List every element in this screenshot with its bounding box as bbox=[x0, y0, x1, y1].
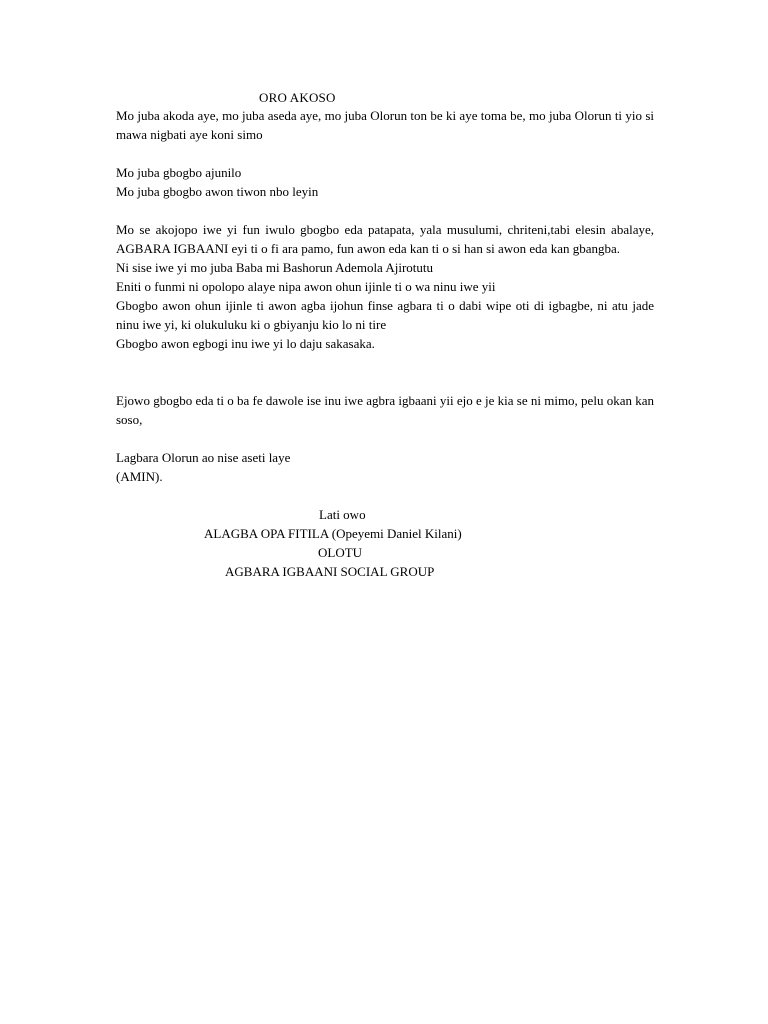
paragraph-homage-line: Mo juba gbogbo ajunilo bbox=[116, 165, 242, 180]
signature-role: OLOTU bbox=[318, 545, 363, 560]
paragraph-purpose-intro: Mo se akojopo iwe yi fun iwulo gbogbo eda patapata, yala musulumi, chriteni,tabi elesin abalaye, AGBARA IGBAANI eyi ti o fi ara pamo, fun awon eda kan ti o si han si awon eda kan gbangba. bbox=[116, 222, 654, 256]
paragraph-homage-line: Mo juba gbogbo awon tiwon nbo leyin bbox=[116, 184, 319, 199]
paragraph-purpose-line: Eniti o funmi ni opolopo alaye nipa awon ohun ijinle ti o wa ninu iwe yii bbox=[116, 279, 496, 294]
paragraph-purpose-line: Gbogbo awon ohun ijinle ti awon agba ijohun finse agbara ti o dabi wipe oti di igbagbe, ni atu jade ninu iwe yi, ki olukuluku ki o gbiyanju kio lo ni tire bbox=[116, 298, 654, 332]
paragraph-request: Ejowo gbogbo eda ti o ba fe dawole ise inu iwe agbra igbaani yii ejo e je kia se ni mimo, pelu okan kan soso, bbox=[116, 393, 654, 427]
paragraph-purpose-line: Ni sise iwe yi mo juba Baba mi Bashorun Ademola Ajirotutu bbox=[116, 260, 434, 275]
paragraph-homage bbox=[116, 163, 654, 201]
signature-group: AGBARA IGBAANI SOCIAL GROUP bbox=[225, 564, 435, 579]
paragraph-closing-line: Lagbara Olorun ao nise aseti laye bbox=[116, 450, 291, 465]
paragraph-purpose-line: Gbogbo awon egbogi inu iwe yi lo daju sakasaka. bbox=[116, 336, 375, 351]
paragraph-closing bbox=[116, 448, 654, 486]
paragraph-purpose bbox=[116, 220, 654, 353]
signature-author: ALAGBA OPA FITILA (Opeyemi Daniel Kilani) bbox=[204, 526, 462, 541]
signature-from: Lati owo bbox=[319, 507, 366, 522]
document-title: ORO AKOSO bbox=[259, 90, 336, 105]
paragraph-invocation: Mo juba akoda aye, mo juba aseda aye, mo juba Olorun ton be ki aye toma be, mo juba Olorun ti yio si mawa nigbati aye koni simo bbox=[116, 108, 654, 142]
paragraph-closing-line: (AMIN). bbox=[116, 469, 163, 484]
